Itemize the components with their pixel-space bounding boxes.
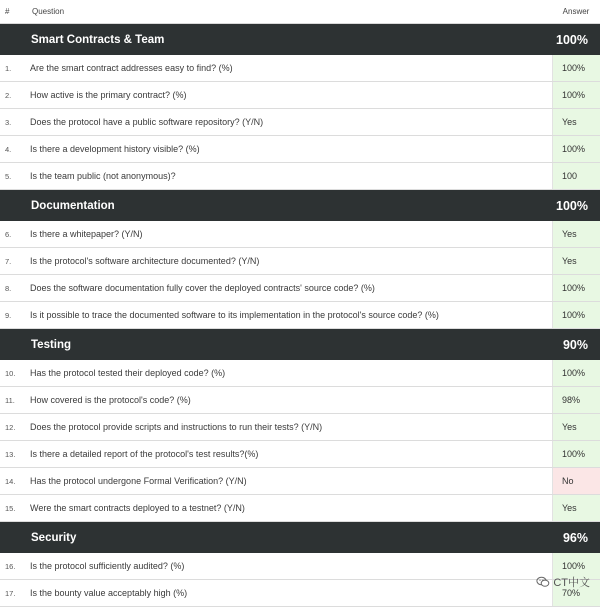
- answer-cell: 98%: [552, 387, 600, 413]
- table-row: [0, 55, 600, 82]
- question-text: Is it possible to trace the documented software to its implementation in the protocol's source code? (%): [30, 310, 439, 320]
- table-row: [0, 275, 600, 302]
- table-row: [0, 495, 600, 522]
- question-text: Is the team public (not anonymous)?: [30, 171, 176, 181]
- table-row: [0, 82, 600, 109]
- question-text: Does the software documentation fully cover the deployed contracts' source code? (%): [30, 283, 375, 293]
- question-number: 10.: [5, 368, 16, 378]
- section-header: [0, 329, 600, 360]
- table-row: [0, 441, 600, 468]
- section-score: 90%: [562, 337, 588, 352]
- table-row: [0, 580, 600, 607]
- table-row: [0, 221, 600, 248]
- watermark-text: CT中文: [553, 577, 590, 589]
- question-text: How covered is the protocol's code? (%): [30, 395, 191, 405]
- answer-cell: 100%: [552, 136, 600, 162]
- question-number: 13.: [5, 449, 16, 459]
- answer-cell: 100: [552, 163, 600, 189]
- table-row: [0, 302, 600, 329]
- answer-cell: 100%: [552, 441, 600, 467]
- section-score: 100%: [556, 198, 588, 213]
- section-title: Smart Contracts & Team: [31, 33, 165, 46]
- question-number: 9.: [5, 310, 12, 320]
- question-number: 3.: [5, 117, 12, 127]
- answer-cell: 100%: [552, 82, 600, 108]
- question-text: Is there a development history visible? (%): [30, 144, 200, 154]
- question-text: Does the protocol provide scripts and instructions to run their tests? (Y/N): [30, 422, 323, 432]
- section-header: [0, 190, 600, 221]
- answer-cell: No: [552, 468, 600, 494]
- question-number: 11.: [5, 395, 15, 405]
- answer-cell: Yes: [552, 495, 600, 521]
- question-text: How active is the primary contract? (%): [30, 90, 187, 100]
- section-score: 96%: [562, 530, 588, 545]
- question-text: Is the protocol's software architecture documented? (Y/N): [30, 256, 260, 266]
- question-number: 1.: [5, 63, 12, 73]
- answer-cell: 100%: [552, 275, 600, 301]
- table-row: [0, 360, 600, 387]
- table-row: [0, 414, 600, 441]
- question-number: 2.: [5, 90, 12, 100]
- section-header: [0, 522, 600, 553]
- section-header: [0, 24, 600, 55]
- question-number: 7.: [5, 256, 12, 266]
- table-row: [0, 136, 600, 163]
- question-text: Is the protocol sufficiently audited? (%): [30, 561, 185, 571]
- section-title: Documentation: [31, 199, 115, 212]
- section-score: 100%: [556, 32, 588, 47]
- section-title: Security: [31, 531, 77, 544]
- table-header: [0, 0, 600, 24]
- question-number: 17.: [5, 588, 16, 598]
- table-body: [0, 24, 600, 607]
- question-number: 14.: [5, 476, 16, 486]
- watermark: [536, 574, 590, 590]
- table-row: [0, 163, 600, 190]
- question-text: Are the smart contract addresses easy to find? (%): [30, 63, 233, 73]
- question-number: 6.: [5, 229, 12, 239]
- wechat-icon: [536, 576, 550, 588]
- question-number: 5.: [5, 171, 12, 181]
- table-row: [0, 468, 600, 495]
- table-row: [0, 553, 600, 580]
- answer-cell: Yes: [552, 248, 600, 274]
- answer-cell: Yes: [552, 221, 600, 247]
- answer-cell: 100%: [552, 360, 600, 386]
- header-number: #: [5, 7, 10, 16]
- answer-cell: Yes: [552, 414, 600, 440]
- section-title: Testing: [31, 338, 72, 351]
- answer-cell: 100%: [552, 302, 600, 328]
- table-row: [0, 109, 600, 136]
- header-question: Question: [32, 7, 65, 16]
- question-text: Is there a detailed report of the protocol's test results?(%): [30, 449, 259, 459]
- question-number: 16.: [5, 561, 16, 571]
- question-text: Were the smart contracts deployed to a testnet? (Y/N): [30, 503, 245, 513]
- question-number: 15.: [5, 503, 16, 513]
- question-number: 4.: [5, 144, 12, 154]
- question-text: Is the bounty value acceptably high (%): [30, 588, 188, 598]
- question-number: 8.: [5, 283, 12, 293]
- answer-cell: 100%: [552, 553, 600, 579]
- question-text: Is there a whitepaper? (Y/N): [30, 229, 143, 239]
- header-answer: Answer: [562, 7, 590, 16]
- question-text: Does the protocol have a public software repository? (Y/N): [30, 117, 264, 127]
- question-text: Has the protocol tested their deployed code? (%): [30, 368, 226, 378]
- question-text: Has the protocol undergone Formal Verification? (Y/N): [30, 476, 247, 486]
- answer-cell: 70%: [552, 580, 600, 606]
- table-row: [0, 248, 600, 275]
- question-number: 12.: [5, 422, 16, 432]
- table-row: [0, 387, 600, 414]
- answer-cell: Yes: [552, 109, 600, 135]
- answer-cell: 100%: [552, 55, 600, 81]
